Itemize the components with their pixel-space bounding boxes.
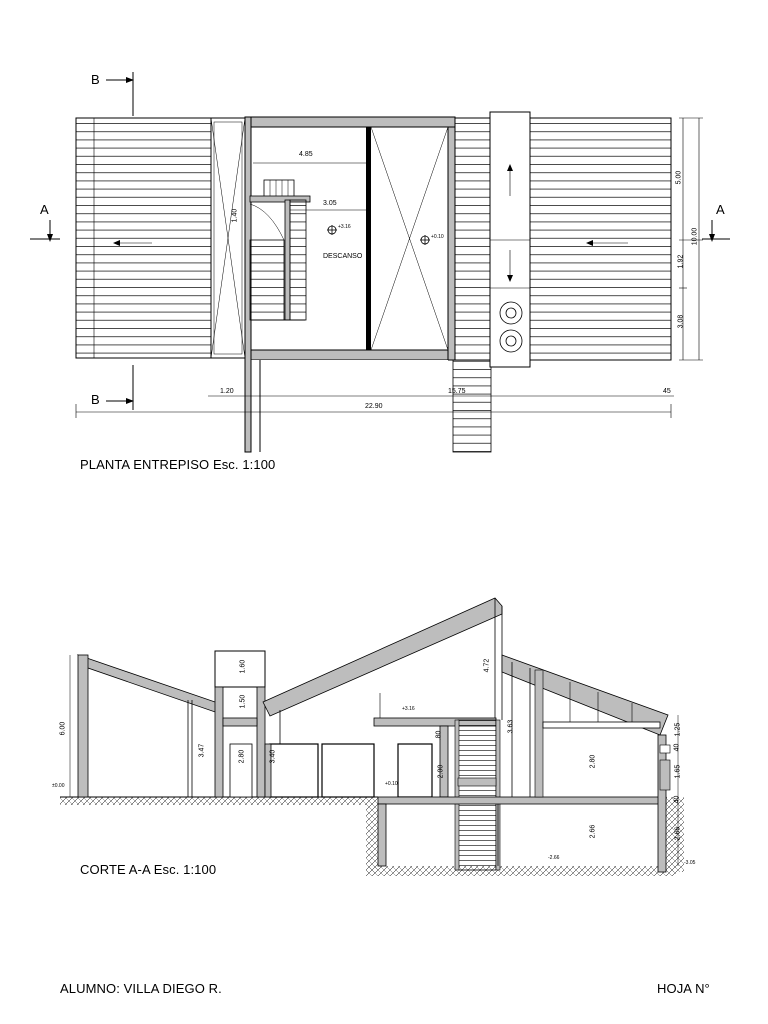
dim-1575: 15.75 — [448, 388, 466, 395]
sec-dim-125: 1.25 — [674, 722, 682, 737]
dim-500: 5.00 — [675, 170, 683, 185]
sec-level-000: ±0.00 — [52, 783, 65, 789]
level-010: +0.10 — [431, 234, 444, 240]
section-title: CORTE A-A Esc. 1:100 — [80, 862, 217, 877]
sec-dim-340: 3.40 — [269, 749, 277, 764]
student-label: ALUMNO: VILLA DIEGO R. — [60, 981, 222, 996]
plan-title: PLANTA ENTREPISO Esc. 1:100 — [80, 457, 276, 472]
sheet-number-label: HOJA N° — [657, 981, 710, 996]
dim-305: 3.05 — [323, 200, 337, 207]
section-marker-b-top: B — [91, 72, 100, 87]
sec-dim-40a: 40 — [673, 743, 681, 752]
sec-dim-280a: 2.80 — [238, 749, 246, 764]
sec-dim-40b: 40 — [673, 795, 681, 804]
sec-dim-600: 6.00 — [59, 721, 67, 736]
section-marker-a-right: A — [716, 202, 725, 217]
dim-485: 4.85 — [299, 151, 313, 158]
sec-dim-160: 1.60 — [239, 659, 247, 674]
dim-140: 1.40 — [231, 208, 239, 223]
sec-dim-347: 3.47 — [198, 743, 206, 758]
section-marker-a-left: A — [40, 202, 49, 217]
sec-dim-280b: 2.80 — [589, 754, 597, 769]
dim-120: 1.20 — [220, 388, 234, 395]
level-316: +3.16 — [338, 224, 351, 230]
dim-2290: 22.90 — [365, 403, 383, 410]
sec-dim-150: 1.50 — [239, 694, 247, 709]
sec-level-010: +0.10 — [385, 781, 398, 787]
section-marker-b-bottom: B — [91, 392, 100, 407]
sec-dim-165: 1.65 — [674, 764, 682, 779]
sec-dim-472: 4.72 — [483, 658, 491, 673]
dim-192: 1.92 — [677, 254, 685, 269]
dim-45: 45 — [663, 388, 671, 395]
sec-level-316: +3.16 — [402, 706, 415, 712]
sec-dim-266b: 2.66 — [674, 826, 682, 841]
dim-1000: 10.00 — [691, 227, 699, 246]
dim-308: 3.08 — [677, 314, 685, 329]
room-label-descanso: DESCANSO — [323, 253, 363, 260]
sec-level-266: -2.66 — [548, 855, 560, 861]
sec-dim-200: 2.00 — [437, 764, 445, 779]
sec-level-305: -3.05 — [684, 860, 696, 866]
sec-dim-80: .80 — [435, 730, 443, 741]
sec-dim-363: 3.63 — [507, 719, 515, 734]
sec-dim-266: 2.66 — [589, 824, 597, 839]
